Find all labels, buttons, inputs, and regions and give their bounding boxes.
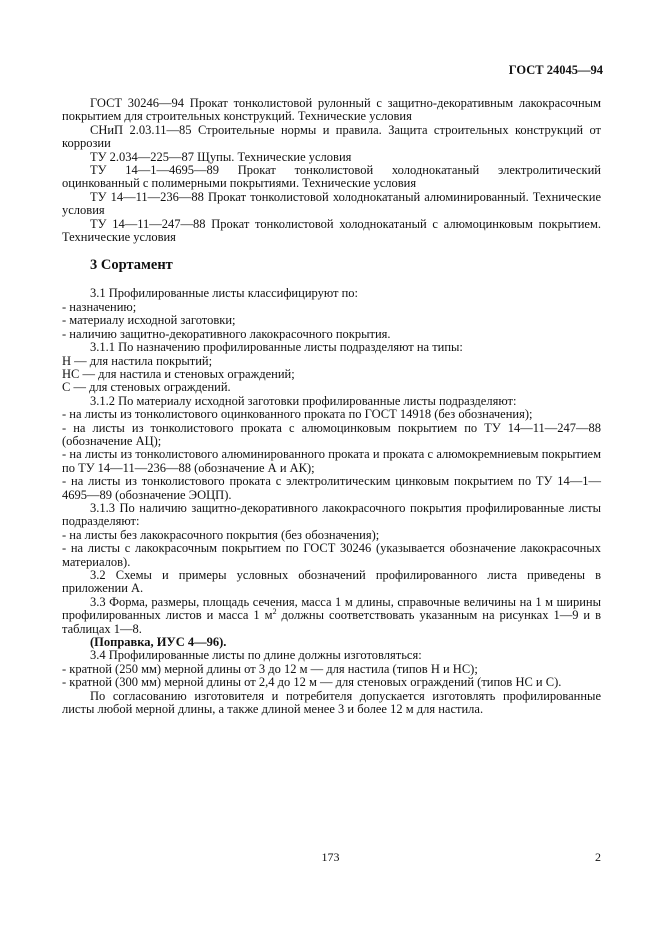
- sheet-number: 2: [595, 850, 601, 864]
- list-item: - материалу исходной заготовки;: [62, 313, 236, 328]
- list-item: - на листы из тонколистового алюминированного проката и проката с алюмокремниевым покрытием по ТУ 14—11—236—88 (обозначение А и АК);: [62, 447, 601, 475]
- reference-item: ТУ 14—1—4695—89 Прокат тонколистовой холоднокатаный электролитический оцинкованный с полимерными покрытиями. Технические условия: [62, 163, 601, 191]
- list-item: - на листы из тонколистового оцинкованного проката по ГОСТ 14918 (без обозначения);: [62, 407, 533, 422]
- clause-3-3-text-cont: должны соответствовать указанным на рисунках 1—9 и в таблицах 1—8.: [62, 608, 602, 636]
- list-item: - на листы из тонколистового проката с алюмоцинковым покрытием по ТУ 14—11—247—88 (обозначение АЦ);: [62, 420, 601, 448]
- clause-3-3: [62, 596, 601, 636]
- document-id: ГОСТ 24045—94: [508, 63, 603, 77]
- list-item: С — для стеновых ограждений.: [62, 380, 231, 395]
- clause-intro: 3.1.3 По наличию защитно-декоративного лакокрасочного покрытия профилированные листы подразделяют:: [62, 500, 601, 529]
- clause-3-3-text: 3.3 Форма, размеры, площадь сечения, масса 1 м длины, справочные величины на 1 м ширины профилированных листов и масса 1 м: [62, 594, 601, 623]
- clause-3-1-2: [62, 395, 601, 502]
- list-item: НС — для настила и стеновых ограждений;: [62, 366, 295, 381]
- normative-references: [62, 97, 601, 244]
- superscript: 2: [272, 607, 277, 617]
- list-item: - на листы без лакокрасочного покрытия (без обозначения);: [62, 527, 380, 542]
- clause-intro: 3.1 Профилированные листы классифицируют по:: [90, 286, 359, 301]
- clause-3-4: [62, 649, 601, 716]
- list-item: - назначению;: [62, 299, 137, 314]
- clause-3-1: [62, 287, 601, 341]
- clause-intro: 3.4 Профилированные листы по длине должны изготовляться:: [90, 648, 422, 663]
- list-item: Н — для настила покрытий;: [62, 353, 213, 368]
- list-item: - наличию защитно-декоративного лакокрасочного покрытия.: [62, 326, 391, 341]
- list-item: - кратной (250 мм) мерной длины от 3 до 12 м — для настила (типов Н и НС);: [62, 661, 478, 676]
- clause-closing: По согласованию изготовителя и потребителя допускается изготовлять профилированные листы любой мерной длины, а также длиной менее 3 и более 12 м для настила.: [62, 688, 601, 717]
- amendment-note: (Поправка, ИУС 4—96).: [90, 635, 227, 650]
- clause-3-1-3: [62, 502, 601, 569]
- page-number: 173: [321, 850, 340, 864]
- list-item: - на листы с лакокрасочным покрытием по ГОСТ 30246 (указывается обозначение лакокрасочных материалов).: [62, 541, 601, 569]
- list-item: - кратной (300 мм) мерной длины от 2,4 до 12 м — для стеновых ограждений (типов НС и С).: [62, 675, 562, 690]
- clause-3-1-1: [62, 341, 601, 395]
- document-body: [62, 97, 601, 716]
- clause-intro: 3.1.1 По назначению профилированные листы подразделяют на типы:: [90, 340, 463, 355]
- reference-item: ТУ 14—11—247—88 Прокат тонколистовой холоднокатаный с алюмоцинковым покрытием. Технические условия: [62, 216, 601, 245]
- clause-3-2: 3.2 Схемы и примеры условных обозначений профилированного листа приведены в приложении А.: [62, 568, 601, 596]
- section-heading: 3 Сортамент: [90, 257, 173, 274]
- list-item: - на листы из тонколистового проката с электролитическим цинковым покрытием по ТУ 14—1—4695—89 (обозначение ЭОЦП).: [62, 474, 601, 502]
- reference-item: ТУ 14—11—236—88 Прокат тонколистовой холоднокатаный алюминированный. Технические условия: [62, 189, 601, 218]
- reference-item: ГОСТ 30246—94 Прокат тонколистовой рулонный с защитно-декоративным лакокрасочным покрытием для строительных конструкций. Технические условия: [62, 96, 601, 124]
- clause-intro: 3.1.2 По материалу исходной заготовки профилированные листы подразделяют:: [90, 393, 517, 408]
- reference-item: ТУ 2.034—225—87 Щупы. Технические условия: [90, 149, 352, 164]
- reference-item: СНиП 2.03.11—85 Строительные нормы и правила. Защита строительных конструкций от коррозии: [62, 122, 601, 151]
